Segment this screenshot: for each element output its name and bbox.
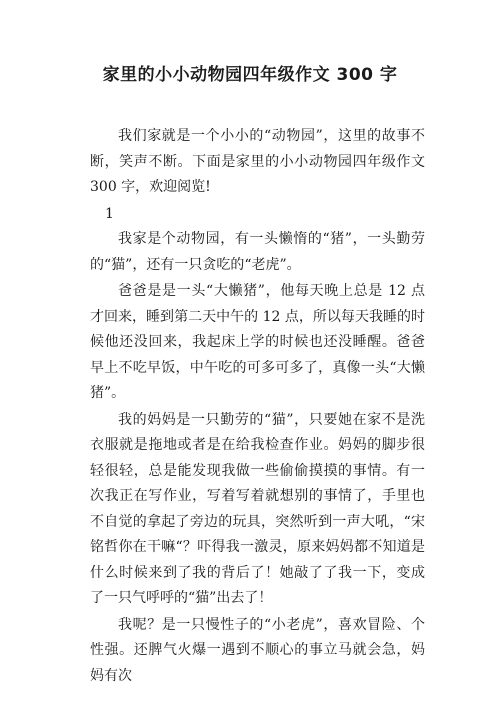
section-number: 1: [105, 205, 114, 222]
body-paragraph: 爸爸是是一头“大懒猪”，他每天晚上总是 12 点才回来，睡到第二天中午的 12 点，所以每天我睡的时候他还没回来，我起床上学的时候也还没睡醒。爸爸早上不吃早饭，中午吃的可多可多了，真像一头“大懒猪”。: [90, 283, 425, 401]
document-body: [90, 124, 425, 690]
body-paragraph: 我呢？是一只慢性子的“小老虎”，喜欢冒险、个性强。还脾气火爆一遇到不顺心的事立马就会急，妈妈有次: [90, 616, 425, 684]
body-paragraph: 我家是个动物园，有一头懒惰的“猪”，一头勤劳的“猫”，还有一只贪吃的“老虎”。: [90, 231, 425, 273]
body-paragraph: 我的妈妈是一只勤劳的“猫”，只要她在家不是洗衣服就是拖地或者是在给我检查作业。妈妈的脚步很轻很轻，总是能发现我做一些偷偷摸摸的事情。有一次我正在写作业，写着写着就想别的事情了，手里也不自觉的拿起了旁边的玩具，突然听到一声大吼，“宋铭哲你在干嘛“？吓得我一激灵，原来妈妈都不知道是什么时候来到了我的背后了！她敲了了我一下，变成了一只气呼呼的“猫”出去了！: [90, 411, 425, 606]
document-title: 家里的小小动物园四年级作文 300 字: [102, 65, 398, 85]
intro-paragraph: 我们家就是一个小小的“动物园”，这里的故事不断，笑声不断。下面是家里的小小动物园四年级作文 300 字，欢迎阅览!: [90, 128, 425, 195]
